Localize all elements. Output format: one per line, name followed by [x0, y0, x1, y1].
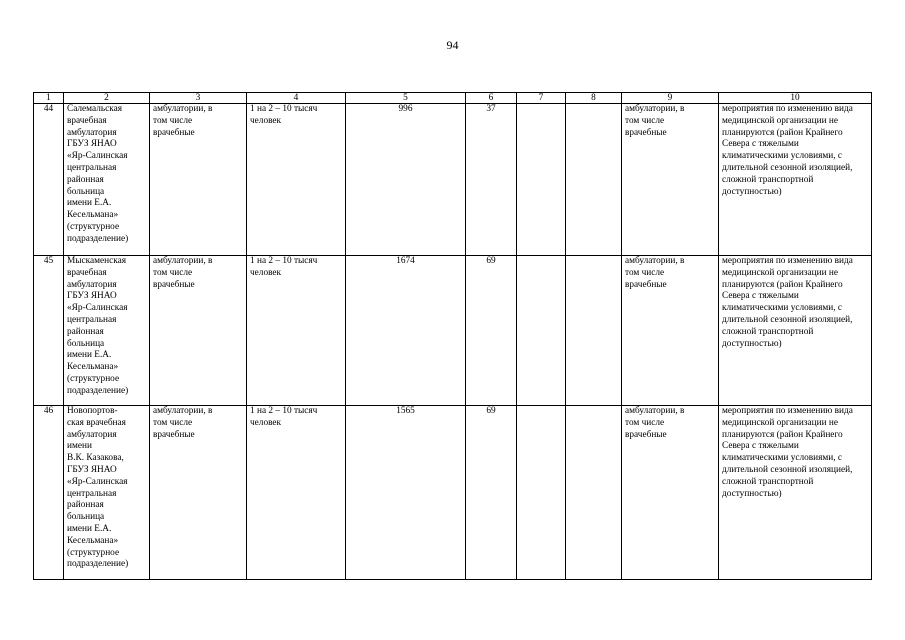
column-header: 6	[466, 93, 517, 104]
planned-type: амбулатории, в том числе врачебные	[622, 406, 719, 580]
column-8-value	[566, 256, 622, 406]
column-5-value: 996	[346, 104, 466, 256]
row-number: 45	[34, 256, 64, 406]
column-7-value	[517, 256, 566, 406]
planned-measures: мероприятия по изменению вида медицинской организации не планируются (район Крайнего Севера с тяжелыми климатическими условиями, с длительной сезонной изоляцией, сложной транспортной доступностью)	[719, 104, 872, 256]
population-norm: 1 на 2 – 10 тысяч человек	[247, 104, 346, 256]
column-6-value: 69	[466, 256, 517, 406]
planned-measures: мероприятия по изменению вида медицинской организации не планируются (район Крайнего Севера с тяжелыми климатическими условиями, с длительной сезонной изоляцией, сложной транспортной доступностью)	[719, 256, 872, 406]
population-norm: 1 на 2 – 10 тысяч человек	[247, 256, 346, 406]
organization-type: амбулатории, в том числе врачебные	[150, 256, 247, 406]
table-row	[34, 406, 872, 580]
column-5-value: 1674	[346, 256, 466, 406]
table-row	[34, 104, 872, 256]
column-header: 7	[517, 93, 566, 104]
column-header: 8	[566, 93, 622, 104]
column-header: 4	[247, 93, 346, 104]
planned-type: амбулатории, в том числе врачебные	[622, 104, 719, 256]
column-header: 5	[346, 93, 466, 104]
column-8-value	[566, 406, 622, 580]
column-6-value: 69	[466, 406, 517, 580]
organization-name: Мыскаменская врачебная амбулатория ГБУЗ ЯНАО «Яр-Салинская центральная районная больница имени Е.А. Кесельмана» (структурное подразделение)	[64, 256, 150, 406]
page-number: 94	[446, 38, 459, 52]
table-row	[34, 256, 872, 406]
row-number: 44	[34, 104, 64, 256]
column-7-value	[517, 104, 566, 256]
row-number: 46	[34, 406, 64, 580]
organization-type: амбулатории, в том числе врачебные	[150, 406, 247, 580]
column-header: 10	[719, 93, 872, 104]
organization-name: Новопортов- ская врачебная амбулатория имени В.К. Казакова, ГБУЗ ЯНАО «Яр-Салинская центральная районная больница имени Е.А. Кесельмана» (структурное подразделение)	[64, 406, 150, 580]
column-header: 3	[150, 93, 247, 104]
column-5-value: 1565	[346, 406, 466, 580]
column-7-value	[517, 406, 566, 580]
planned-type: амбулатории, в том числе врачебные	[622, 256, 719, 406]
column-8-value	[566, 104, 622, 256]
column-header: 2	[64, 93, 150, 104]
column-header: 1	[34, 93, 64, 104]
organization-name: Салемальская врачебная амбулатория ГБУЗ ЯНАО «Яр-Салинская центральная районная больница имени Е.А. Кесельмана» (структурное подразделение)	[64, 104, 150, 256]
organization-type: амбулатории, в том числе врачебные	[150, 104, 247, 256]
header-row	[34, 93, 872, 104]
column-header: 9	[622, 93, 719, 104]
medical-organizations-table	[33, 92, 872, 580]
planned-measures: мероприятия по изменению вида медицинской организации не планируются (район Крайнего Севера с тяжелыми климатическими условиями, с длительной сезонной изоляцией, сложной транспортной доступностью)	[719, 406, 872, 580]
column-6-value: 37	[466, 104, 517, 256]
population-norm: 1 на 2 – 10 тысяч человек	[247, 406, 346, 580]
